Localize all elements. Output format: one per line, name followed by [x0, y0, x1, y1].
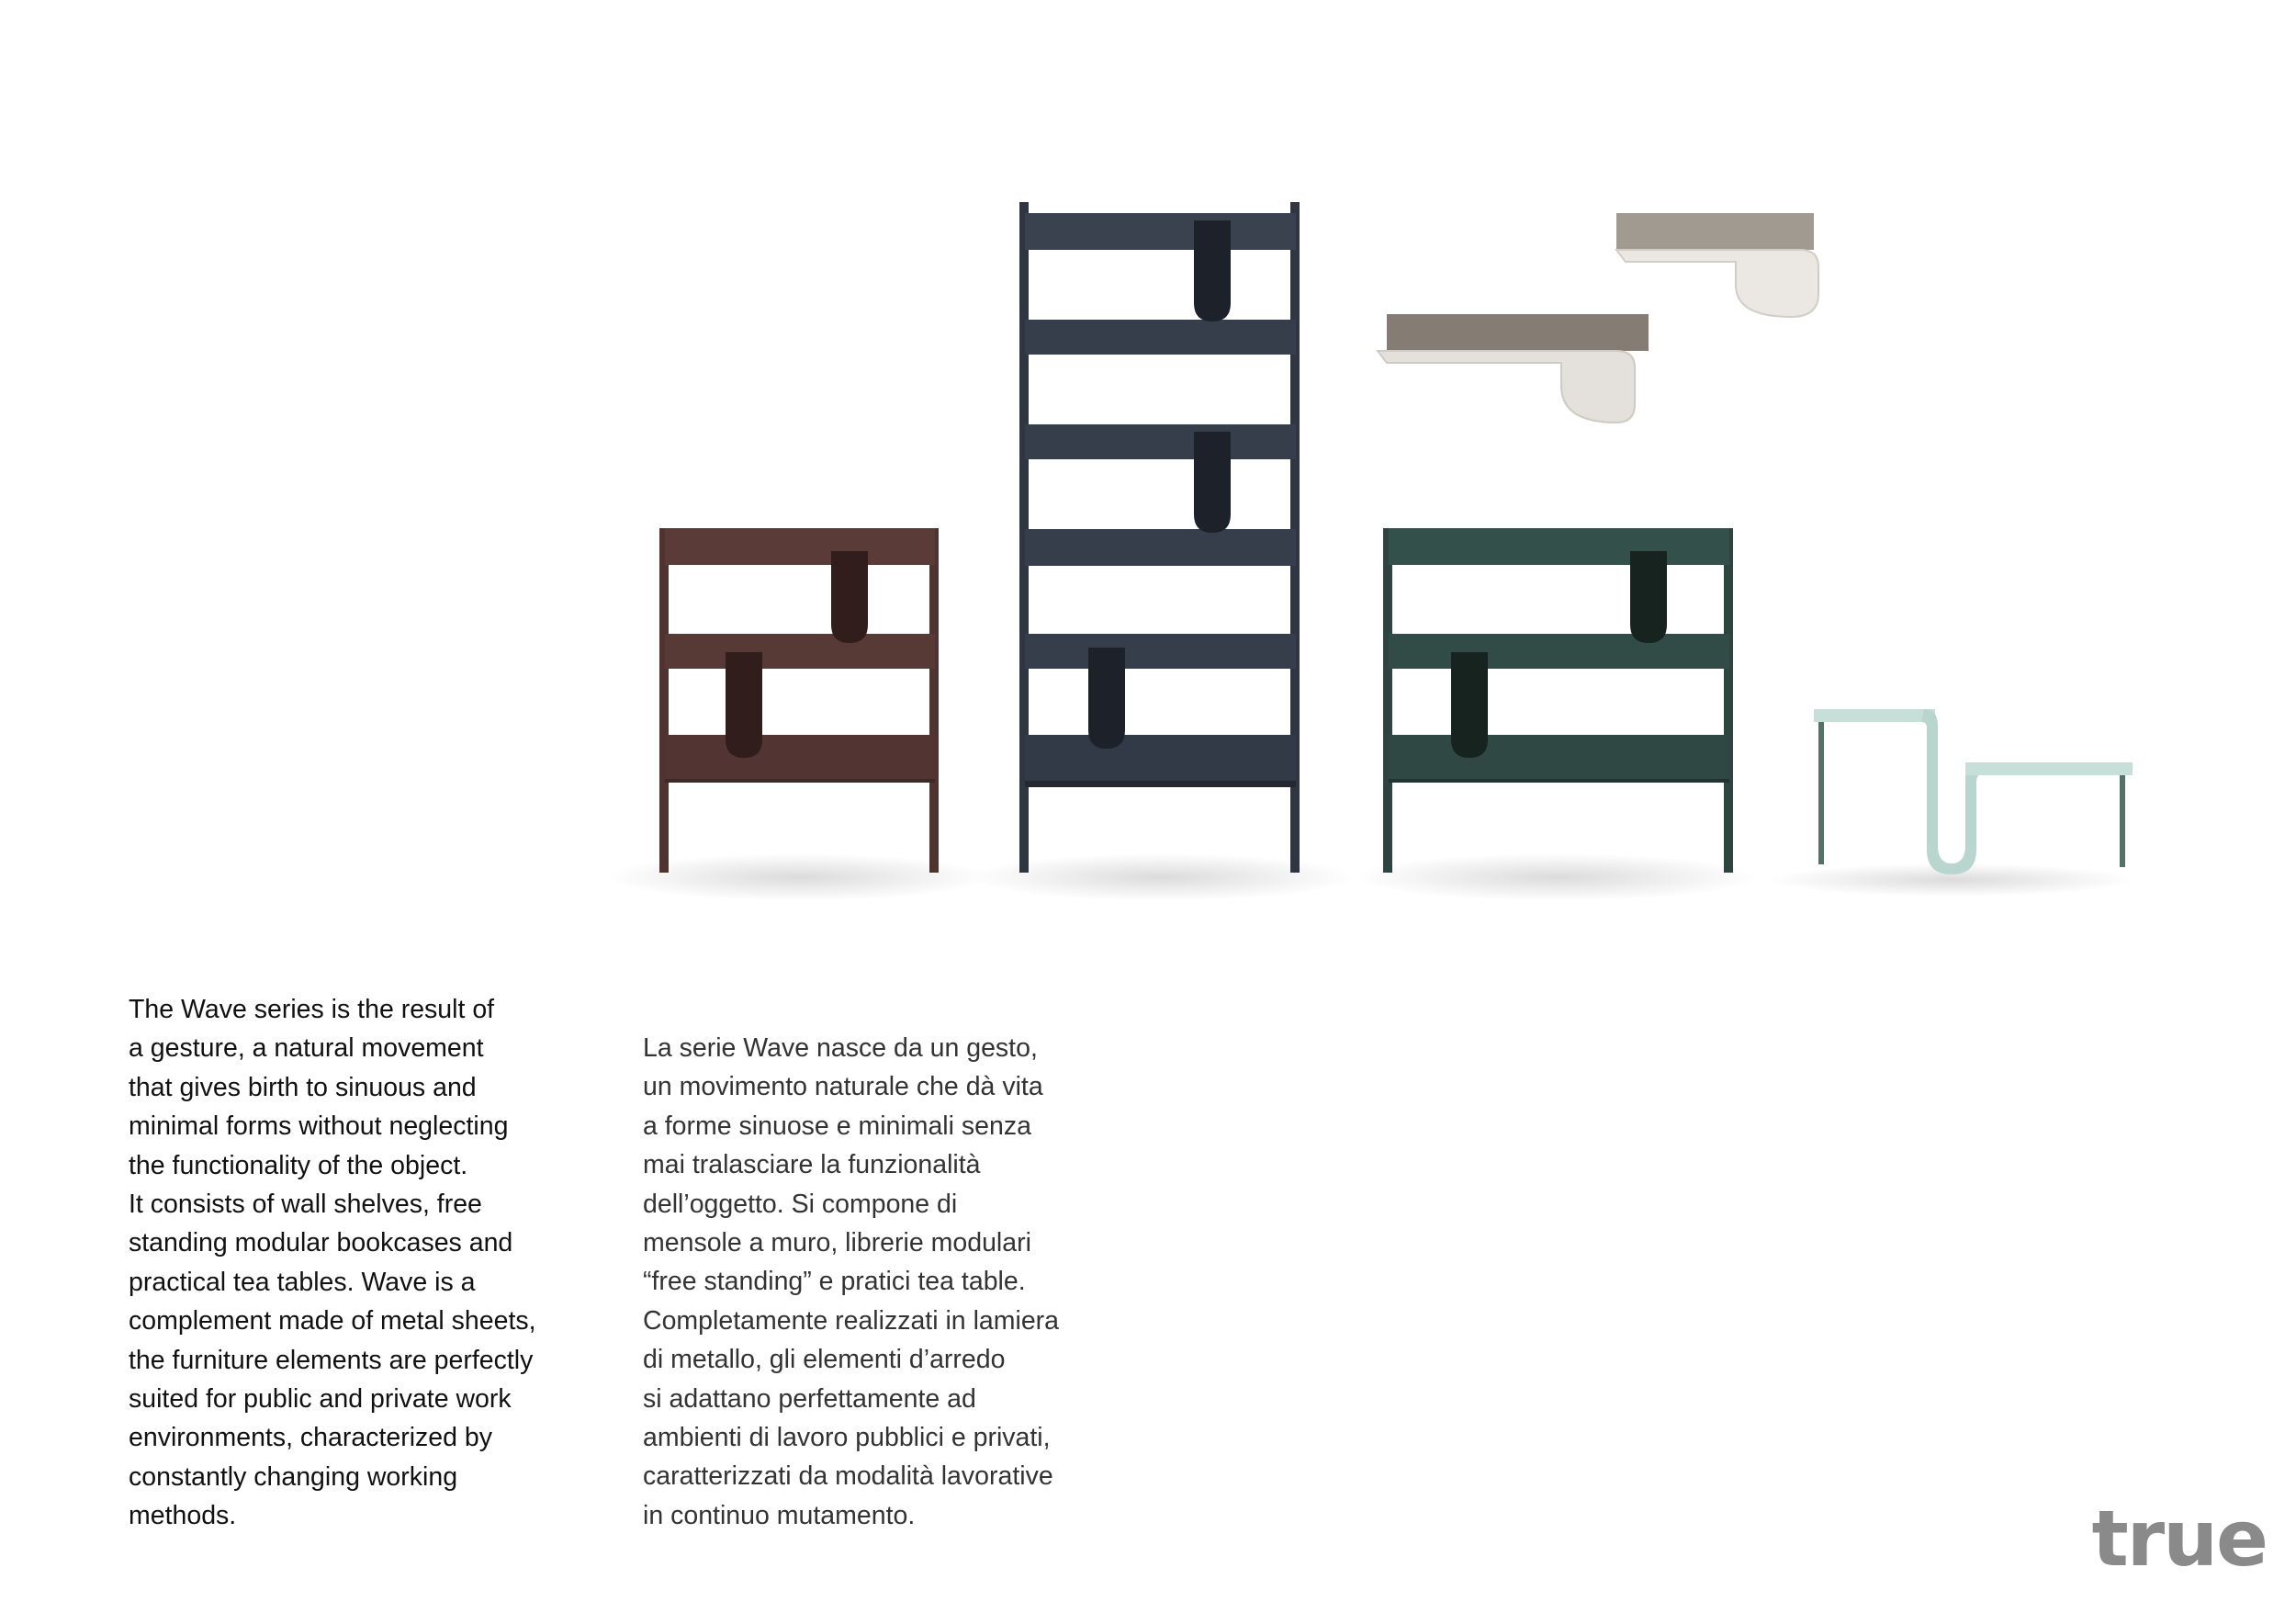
description-english: The Wave series is the result of a gesture, a natural movement that gives birth to sinuous and minimal forms without neglecting the functionality of the object. It consists of wall shelves, free standing modular bookcases and practical tea tables. Wave is a complement made of metal sheets, the furniture elements are perfectly suited for public and private work environments, characterized by constantly changing working methods.: [129, 995, 536, 1531]
wall-shelf-light: [1616, 213, 1818, 317]
bookcase-low: [606, 528, 992, 901]
wall-shelf-dark: [1378, 314, 1649, 423]
brand-logo: true: [2091, 1494, 2267, 1584]
tea-table: [1768, 709, 2135, 897]
bookcase-wide: [1355, 528, 1759, 901]
bookcase-tall: [969, 202, 1355, 901]
description-italian: La serie Wave nasce da un gesto, un movimento naturale che dà vita a forme sinuose e minimali senza mai tralasciare la funzionalità dell’oggetto. Si compone di mensole a muro, librerie modulari “free standing” e pratici tea table. Completamente realizzati in lamiera di metallo, gli elementi d’arredo si adattano perfettamente ad ambienti di lavoro pubblici e privati, caratterizzati da modalità lavorative in continuo mutamento.: [643, 1033, 1060, 1530]
